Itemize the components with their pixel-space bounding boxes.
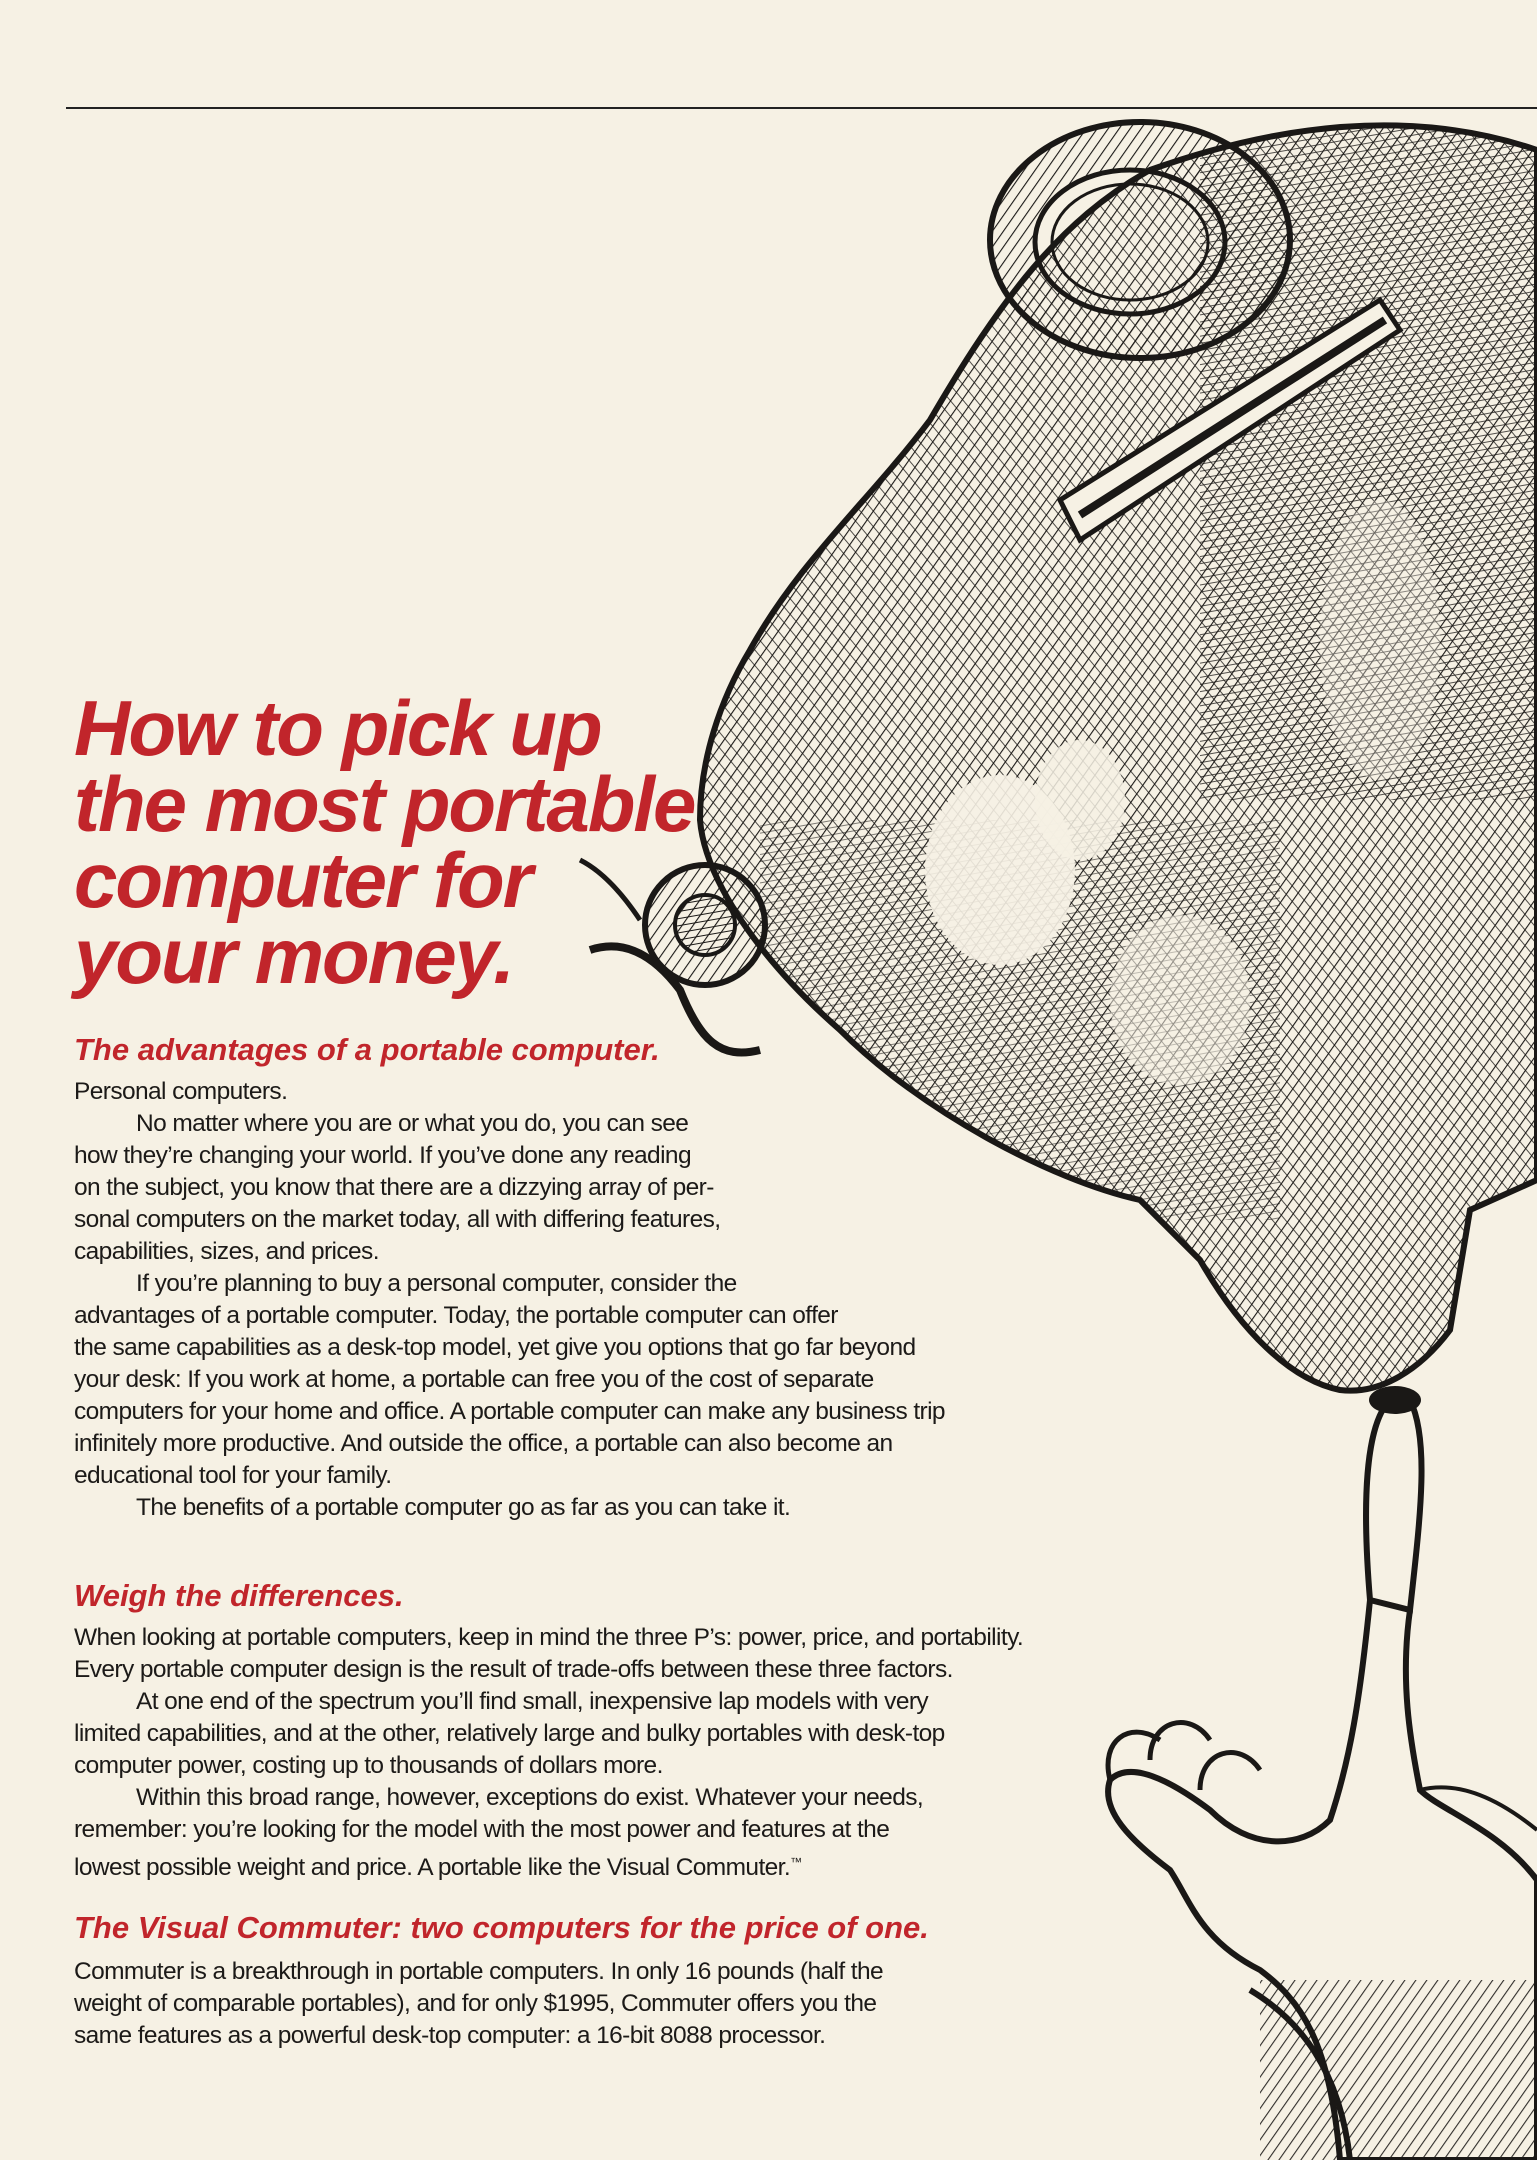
body-line: Every portable computer design is the result of trade-offs between these three factors. bbox=[74, 1656, 953, 1683]
headline-line-4: your money. bbox=[74, 912, 513, 1000]
body-line: computers for your home and office. A portable computer can make any business trip bbox=[74, 1398, 945, 1425]
body-line: your desk: If you work at home, a portable can free you of the cost of separate bbox=[74, 1366, 874, 1393]
body-line: how they’re changing your world. If you’ve done any reading bbox=[74, 1142, 691, 1169]
body-line: same features as a powerful desk-top computer: a 16-bit 8088 processor. bbox=[74, 2022, 826, 2049]
body-line: Commuter is a breakthrough in portable computers. In only 16 pounds (half the bbox=[74, 1958, 884, 1985]
trademark-mark: ™ bbox=[790, 1855, 803, 1869]
body-line bbox=[74, 1846, 1023, 1884]
body-line: educational tool for your family. bbox=[74, 1462, 392, 1489]
section-heading-advantages: The advantages of a portable computer. bbox=[74, 1032, 660, 1067]
body-line: No matter where you are or what you do, you can see bbox=[136, 1110, 689, 1137]
section-body-weigh bbox=[74, 1622, 1023, 1884]
body-line: limited capabilities, and at the other, relatively large and bulky portables with desk-top bbox=[74, 1720, 945, 1747]
body-line: Within this broad range, however, exceptions do exist. Whatever your needs, bbox=[136, 1784, 924, 1811]
body-line: capabilities, sizes, and prices. bbox=[74, 1238, 379, 1265]
headline bbox=[74, 684, 714, 1000]
body-line-text: lowest possible weight and price. A portable like the Visual Commuter. bbox=[74, 1854, 791, 1882]
body-line: weight of comparable portables), and for only $1995, Commuter offers you the bbox=[74, 1990, 877, 2017]
headline-line-3: computer for bbox=[74, 836, 532, 924]
body-line: the same capabilities as a desk-top model, yet give you options that go far beyond bbox=[74, 1334, 916, 1361]
section-heading-weigh: Weigh the differences. bbox=[74, 1578, 404, 1613]
body-line: infinitely more productive. And outside the office, a portable can also become an bbox=[74, 1430, 893, 1457]
body-line: remember: you’re looking for the model with the most power and features at the bbox=[74, 1816, 890, 1843]
headline-line-1: How to pick up bbox=[74, 684, 601, 772]
body-line: Personal computers. bbox=[74, 1078, 288, 1105]
section-body-visual-commuter bbox=[74, 1956, 883, 2052]
body-line: on the subject, you know that there are a dizzying array of per- bbox=[74, 1174, 714, 1201]
body-line: At one end of the spectrum you’ll find small, inexpensive lap models with very bbox=[136, 1688, 929, 1715]
body-line: If you’re planning to buy a personal computer, consider the bbox=[136, 1270, 737, 1297]
body-line: The benefits of a portable computer go as far as you can take it. bbox=[136, 1494, 791, 1521]
body-line: advantages of a portable computer. Today, the portable computer can offer bbox=[74, 1302, 838, 1329]
body-line: When looking at portable computers, keep in mind the three P’s: power, price, and portability. bbox=[74, 1624, 1024, 1651]
body-line: computer power, costing up to thousands of dollars more. bbox=[74, 1752, 663, 1779]
section-heading-visual-commuter: The Visual Commuter: two computers for the price of one. bbox=[74, 1910, 929, 1945]
body-line: sonal computers on the market today, all with differing features, bbox=[74, 1206, 721, 1233]
headline-line-2: the most portable bbox=[74, 760, 695, 848]
section-body-advantages bbox=[74, 1076, 945, 1524]
balancing-hand bbox=[1108, 1386, 1537, 2160]
